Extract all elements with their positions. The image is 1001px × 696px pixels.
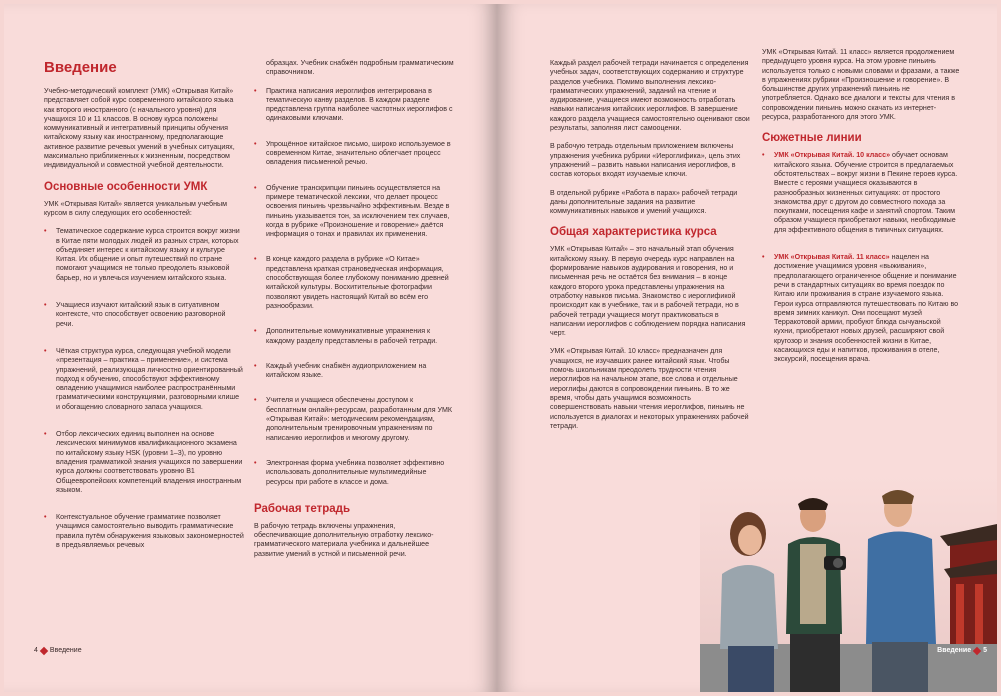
list-item — [762, 151, 960, 235]
list-item: • Обучение транскрипции пиньинь осуществляется на примере тематической лексики, что делает процесс освоения пиньинь чрезвычайно эффективным. Везде в пиньинь указывается тон, за исключением тех случаев, когда в рубрике «Произношение и говорение» даётся информация о тонах и правилах их применения. — [254, 184, 454, 240]
workbook-paragraph: В рабочую тетрадь включены упражнения, обеспечивающие дополнительную отработку лексико-грамматического материала учебника и дальнейшее развитие умений в устной и письменной речи. — [254, 521, 434, 558]
list-item: • Чёткая структура курса, следующая учебной модели «презентация – практика – применение», и система упражнений, реализующая личностно ориентированный подход к обучению, способствуют эффективному овладению учащимися наиболее распространёнными грамматическими конструкциями, разговорными клише и обогащению словарного запаса учащихся. — [44, 347, 244, 412]
hieroglyphics-paragraph: В рабочую тетрадь отдельным приложением включены упражнения учебника рубрики «Иероглифика», цель этих упражнений – развить навыки написания иероглифов, в состав которых входят изучаемые ключи. — [550, 142, 741, 179]
list-item: • Тематическое содержание курса строится вокруг жизни в Китае пяти молодых людей из разных стран, которых объединяет интерес к китайскому языку и культуре Китая. Их общение и опыт путешествий по стране помогают учащимся не только преодолеть языковой барьер, но и увлечься изучением китайского языка. — [44, 227, 244, 283]
workbook-heading: Рабочая тетрадь — [254, 502, 351, 515]
diamond-icon — [973, 646, 981, 654]
pair-work-paragraph: В отдельной рубрике «Работа в парах» рабочей тетради даны дополнительные задания на развитие коммуникативных навыков и умений учащихся. — [550, 188, 738, 216]
intro-paragraph: Учебно-методический комплект (УМК) «Открывая Китай» представляет собой курс современного китайского языка как второго иностранного (с начального уровня) для учащихся 10 и 11 классов. В основу курса положены коммуникативный и интегративный принципы обучения китайскому языку как иностранному, предполагающие активное развитие речевых умений в учебных ситуациях, максимально приближенных к жизненным, посредством индивидуальной и совместной учебной деятельности. — [44, 87, 235, 170]
students-photo — [700, 474, 997, 692]
students-photo-icon — [700, 474, 997, 692]
list-item: • Учителя и учащиеся обеспечены доступом к бесплатным онлайн-ресурсам, разработанным для УМК «Открывая Китай»: методическим рекомендациям, дополнительным тренировочным упражнениям по написанию иероглифов и многому другому. — [254, 396, 454, 442]
left-column-1 — [44, 87, 244, 568]
features-heading: Основные особенности УМК — [44, 180, 208, 193]
left-page — [4, 4, 497, 692]
list-item: • Учащиеся изучают китайский язык в ситуативном контексте, что способствует освоению разговорной речи. — [44, 301, 244, 329]
list-item — [762, 253, 960, 365]
story-list — [762, 151, 960, 364]
list-item: • Отбор лексических единиц выполнен на основе лексических минимумов квалификационного экзамена по китайскому языку HSK (уровни 1–3), по уровню владения грамматикой знания учащихся по завершении курса должны соответствовать уровню В1 Общеевропейских компетенций владения иностранным языком. — [44, 430, 244, 495]
footer-section-label: Введение — [49, 647, 82, 654]
list-item: • Упрощённое китайское письмо, широко используемое в современном Китае, значительно облегчает процесс овладения письменной речью. — [254, 140, 454, 168]
story-lead: УМК «Открывая Китай. 10 класс» — [774, 151, 891, 160]
continued-text: образцах. Учебник снабжён подробным грамматическим справочником. — [266, 59, 454, 77]
list-item: • Контекстуальное обучение грамматике позволяет учащимся самостоятельно выводить грамматические правила путём обнаружения языковых закономерностей в предъявляемых речевых — [44, 513, 244, 550]
story-lead: УМК «Открывая Китай. 11 класс» — [774, 253, 890, 262]
features-list-a — [44, 227, 244, 550]
right-column-2 — [762, 48, 960, 383]
page-number: 4 — [34, 647, 38, 654]
list-item: • Каждый учебник снабжён аудиоприложением на китайском языке. — [254, 362, 454, 381]
story-heading: Сюжетные линии — [762, 132, 862, 145]
features-intro: УМК «Открывая Китай» является уникальным учебным курсом в силу следующих его особенностей: — [44, 199, 227, 217]
general-paragraph-1: УМК «Открывая Китай» – это начальный этап обучения китайскому языку. В первую очередь курс направлен на формирование навыков аудирования и говорения, но и письменная речь не остаётся без внимания – в конце каждого второго урока представлены упражнения на отработку навыков письма. Знакомство с иероглификой происходит как в учебнике, так и в рабочей тетради, но в рабочей тетради учащиеся могут практиковаться в написании иероглифов с соблюдением порядка написания черт. — [550, 245, 746, 338]
left-footer — [34, 647, 82, 654]
list-item: • Практика написания иероглифов интегрирована в тематическую канву разделов. В каждом разделе представлена группа наиболее частотных иероглифов с одинаковыми ключами. — [254, 87, 454, 124]
workbook-structure-paragraph: Каждый раздел рабочей тетради начинается с определения учебных задач, соответствующих содержанию и структуре разделов учебника. Помимо выполнения лексико-грамматических упражнений, заданий на чтение и аудирование, учащиеся имеют возможность отработать навыки написания китайских иероглифов. В завершение каждого раздела учащиеся самостоятельно оценивают свои результаты, заполняя лист самооценки. — [550, 59, 750, 133]
general-paragraph-2: УМК «Открывая Китай. 10 класс» предназначен для учащихся, не изучавших ранее китайский язык. Чтобы помочь школьникам преодолеть трудности чтения иероглифов на начальном этапе, все слова и отдельные иероглифы даются в сопровождении пиньинь. В то же время, чтобы дать учащимся возможность совершенствовать навыки чтения иероглифов, пиньинь не используется в диалогах и некоторых упражнениях рабочей тетради. — [550, 347, 749, 430]
footer-section-label: Введение — [937, 647, 972, 654]
right-page — [497, 4, 997, 692]
right-footer — [937, 647, 987, 654]
left-column-2 — [254, 59, 454, 568]
story-text: нацелен на достижение учащимися уровня «выживания», предполагающего ограниченное общение и понимание речи в стандартных ситуациях во время поездок по Китаю или проживания в стране изучаемого языка. Герои курса отправляются путешествовать по Китаю во время зимних каникул. Они посещают музей Терракотовой армии, пробуют блюда сычуаньской кухни, приобретают новых друзей, расширяют свой кругозор и знания особенностей жизни в Китае, касающихся еды и напитков, проживания в отеле, экскурсий, посещения врача. — [774, 253, 959, 364]
list-item: • Дополнительные коммуникативные упражнения к каждому разделу представлены в рабочей тетради. — [254, 327, 454, 346]
list-item: • В конце каждого раздела в рубрике «О Китае» представлена краткая страноведческая информация, способствующая более глубокому пониманию древней китайской культуры. Восхитительные фотографии позволяют увидеть настоящий Китай во всём его разнообразии. — [254, 255, 454, 311]
list-item: • Электронная форма учебника позволяет эффективно использовать дополнительные мультимедийные ресурсы при работе в классе и дома. — [254, 459, 454, 487]
story-text: обучает основам китайского языка. Обучение строится в предлагаемых обстоятельствах – вокруг жизни в Пекине героев курса. Вместе с героями учащиеся оказываются в разнообразных жизненных ситуациях: от простого знакомства друг с другом до совместного похода за покупками, посещения кафе и занятий спортом. Таким образом учащиеся приобретают навыки, необходимые для эффективного общения в типичных ситуациях. — [774, 151, 958, 234]
right-column-1 — [550, 59, 750, 440]
grade11-paragraph: УМК «Открывая Китай. 11 класс» является продолжением предыдущего уровня курса. На этом уровне пиньинь используется только с новыми словами и фразами, а также в упражнениях рубрики «Произношение и говорение». В большинстве других упражнений пиньинь не употребляется. Однако все диалоги и тексты для чтения в сопровождении пиньинь можно скачать из интернет-ресурса, разработанного для этого УМК. — [762, 48, 960, 122]
general-heading: Общая характеристика курса — [550, 226, 717, 239]
page-number: 5 — [983, 647, 987, 654]
page-title: Введение — [44, 59, 117, 76]
features-list-b — [254, 87, 454, 487]
diamond-icon — [40, 646, 48, 654]
